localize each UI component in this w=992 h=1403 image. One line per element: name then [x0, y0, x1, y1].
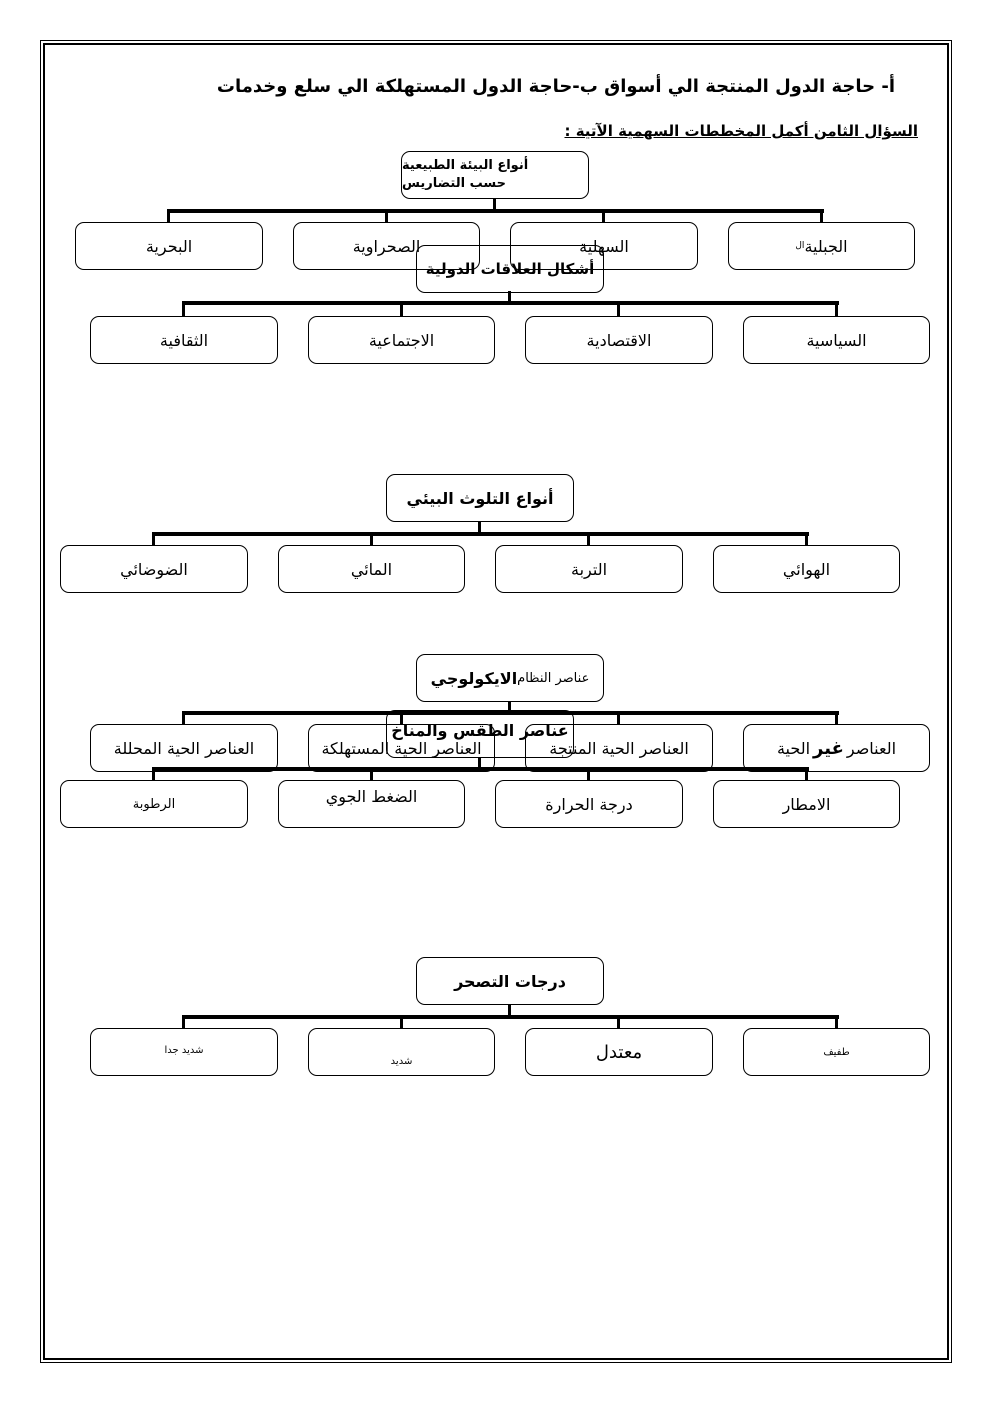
ecosystem-decomposers-box — [90, 724, 278, 772]
connector — [182, 1015, 839, 1019]
relations-cultural-box — [90, 316, 278, 364]
connector — [370, 532, 373, 546]
connector — [805, 532, 808, 546]
pollution-air-label: الهوائي — [782, 559, 831, 579]
climate-humidity-box — [60, 780, 248, 828]
connector — [152, 767, 809, 771]
relations-social-label: الاجتماعية — [368, 330, 435, 350]
desertification-very-severe-box — [90, 1028, 278, 1076]
environment-plain-label: السهلية — [579, 236, 629, 256]
connector — [182, 711, 185, 725]
question-heading: السؤال الثامن أكمل المخططات السهمية الآتية : — [564, 122, 918, 140]
pollution-noise-box — [60, 545, 248, 593]
connector — [617, 711, 620, 725]
pollution-air-box — [713, 545, 900, 593]
connector — [152, 532, 155, 546]
connector — [167, 209, 824, 213]
connector — [835, 301, 838, 316]
environment-mountain-label: الجبلية — [804, 236, 848, 256]
connector — [820, 209, 823, 223]
desertification-slight-label: طفيف — [823, 1046, 850, 1058]
desertification-slight-box — [743, 1028, 930, 1076]
connector — [805, 767, 808, 781]
desertification-title: درجات التصحر — [454, 971, 566, 991]
pollution-noise-label: الضوضائي — [120, 559, 188, 579]
connector — [587, 767, 590, 781]
environment-mark: ال — [795, 241, 805, 251]
climate-title: عناصر الطقس والمناخ — [391, 721, 569, 740]
desertification-severe-label: شديد — [390, 1056, 413, 1067]
connector — [587, 532, 590, 546]
connector — [835, 711, 838, 725]
environment-title-line1: أنواع البيئة الطبيعية — [402, 158, 529, 173]
ecosystem-decomposers-label: العناصر الحية المحللة — [113, 738, 255, 758]
pollution-soil-label: التربة — [571, 559, 608, 579]
climate-pressure-box — [278, 780, 465, 828]
pollution-title-box — [386, 474, 574, 522]
ecosystem-consumers-label: العناصر الحية المستهلكة — [321, 738, 482, 758]
connector — [617, 1015, 620, 1029]
climate-humidity-label: الرطوبة — [132, 796, 176, 812]
desertification-moderate-label: معتدل — [595, 1041, 643, 1063]
desertification-severe-box — [308, 1028, 495, 1076]
relations-title: أشكال العلاقات الدولية — [425, 260, 595, 278]
connector — [182, 301, 185, 316]
desertification-very-severe-label: شديد جدا — [164, 1045, 204, 1056]
environment-desert-label: الصحراوية — [352, 236, 421, 256]
pollution-title: أنواع التلوث البيئي — [406, 488, 554, 508]
relations-social-box — [308, 316, 495, 364]
pollution-soil-box — [495, 545, 683, 593]
relations-cultural-label: الثقافية — [159, 330, 209, 350]
environment-marine-box — [75, 222, 263, 270]
answer-line: أ- حاجة الدول المنتجة الي أسواق ب-حاجة الدول المستهلكة الي سلع وخدمات — [216, 76, 895, 97]
climate-temperature-label: درجة الحرارة — [545, 794, 633, 814]
relations-political-label: السياسية — [806, 330, 867, 350]
ecosystem-nonliving-box — [743, 724, 930, 772]
climate-pressure-label: الضغط الجوي — [325, 787, 418, 806]
connector — [617, 301, 620, 316]
ecosystem-nonliving-prefix: العناصر — [846, 738, 897, 758]
connector — [152, 767, 155, 781]
relations-economic-label: الاقتصادية — [586, 330, 652, 350]
climate-rain-box — [713, 780, 900, 828]
ecosystem-title-main: الايكولوجي — [430, 668, 518, 688]
connector — [182, 1015, 185, 1029]
connector — [400, 301, 403, 316]
environment-mountain-box — [728, 222, 915, 270]
ecosystem-nonliving-bold: غير — [813, 737, 844, 759]
environment-title-box — [401, 151, 589, 199]
connector — [835, 1015, 838, 1029]
desertification-title-box — [416, 957, 604, 1005]
connector — [167, 209, 170, 223]
connector — [400, 1015, 403, 1029]
ecosystem-title-box — [416, 654, 604, 702]
pollution-water-label: المائي — [350, 559, 393, 579]
desertification-moderate-box — [525, 1028, 713, 1076]
connector — [182, 301, 839, 305]
climate-temperature-box — [495, 780, 683, 828]
relations-economic-box — [525, 316, 713, 364]
pollution-water-box — [278, 545, 465, 593]
relations-political-box — [743, 316, 930, 364]
climate-title-box — [386, 710, 574, 758]
climate-rain-label: الامطار — [782, 794, 831, 814]
connector — [152, 532, 809, 536]
environment-title-line2: حسب التضاريس — [402, 176, 506, 191]
relations-title-box — [416, 245, 604, 293]
environment-marine-label: البحرية — [145, 236, 193, 256]
connector — [385, 209, 388, 223]
ecosystem-title-prefix: عناصر النظام — [517, 670, 590, 686]
connector — [370, 767, 373, 781]
ecosystem-producers-label: العناصر الحية المنتجة — [549, 738, 689, 758]
ecosystem-nonliving-label: الحية — [776, 738, 811, 758]
connector — [602, 209, 605, 223]
